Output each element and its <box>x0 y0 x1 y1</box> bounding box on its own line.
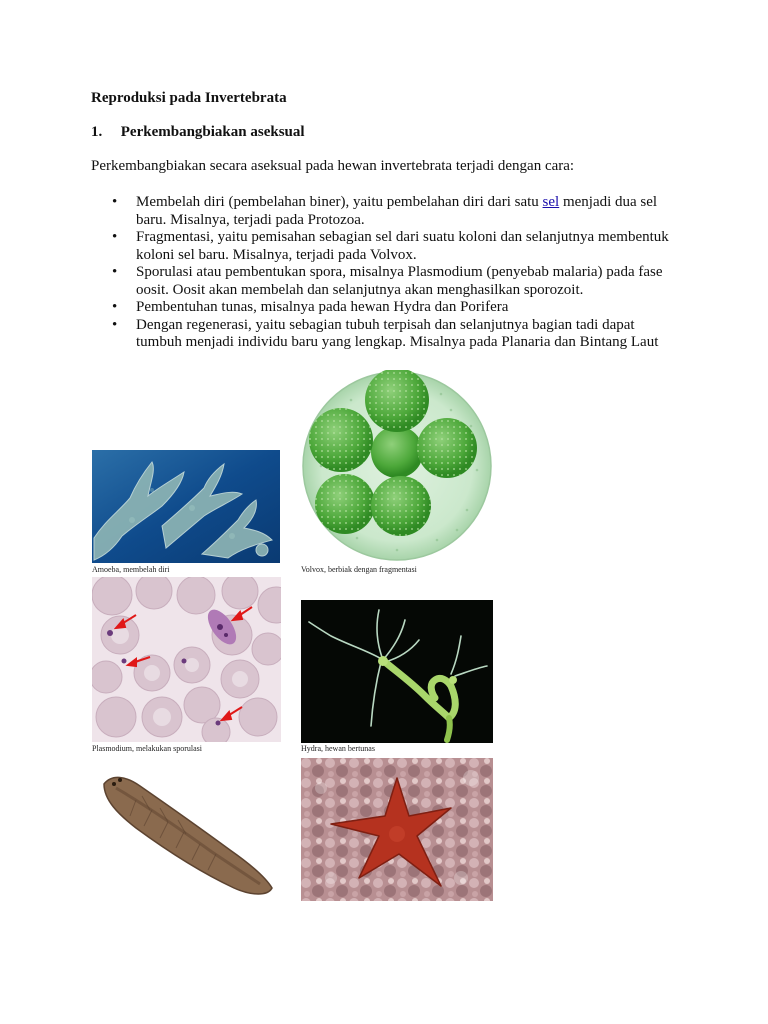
amoeba-image <box>92 450 280 563</box>
method-list <box>112 194 682 352</box>
list-item: • Dengan regenerasi, yaitu sebagian tubuh terpisah dan selanjutnya bagian tadi dapat tumbuh menjadi individu baru yang lengkap. Misalnya pada Planaria dan Bintang Laut <box>112 317 682 352</box>
volvox-image <box>301 370 493 563</box>
amoeba-caption: Amoeba, membelah diri <box>92 565 170 574</box>
page-title: Reproduksi pada Invertebrata <box>91 90 287 106</box>
list-item: • Fragmentasi, yaitu pemisahan sebagian sel dari suatu koloni dan selanjutnya membentuk koloni sel baru. Misalnya, terjadi pada Volvox. <box>112 229 682 264</box>
starfish-image <box>301 758 493 901</box>
list-item <box>112 194 682 229</box>
list-item: • Pembentuhan tunas, misalnya pada hewan Hydra dan Porifera <box>112 299 682 317</box>
section-number: 1. <box>91 124 103 140</box>
intro-paragraph: Perkembangbiakan secara aseksual pada hewan invertebrata terjadi dengan cara: <box>91 158 575 174</box>
section-heading <box>91 124 305 141</box>
planaria-image <box>96 770 281 900</box>
plasmodium-caption: Plasmodium, melakukan sporulasi <box>92 744 202 753</box>
section-heading-text: Perkembangbiakan aseksual <box>120 124 305 140</box>
hydra-caption: Hydra, hewan bertunas <box>301 744 375 753</box>
bullet-text: Membelah diri (pembelahan biner), yaitu pembelahan diri dari satu <box>136 194 543 210</box>
plasmodium-image <box>92 577 281 742</box>
bullet-text: menjadi dua sel baru. Misalnya, terjadi pada Protozoa. <box>136 194 658 228</box>
sel-link[interactable]: sel <box>542 194 560 210</box>
volvox-caption: Volvox, berbiak dengan fragmentasi <box>301 565 417 574</box>
list-item: • Sporulasi atau pembentukan spora, misalnya Plasmodium (penyebab malaria) pada fase oosit. Oosit akan membelah dan selanjutnya akan menghasilkan sporozoit. <box>112 264 682 299</box>
hydra-image <box>301 600 493 743</box>
